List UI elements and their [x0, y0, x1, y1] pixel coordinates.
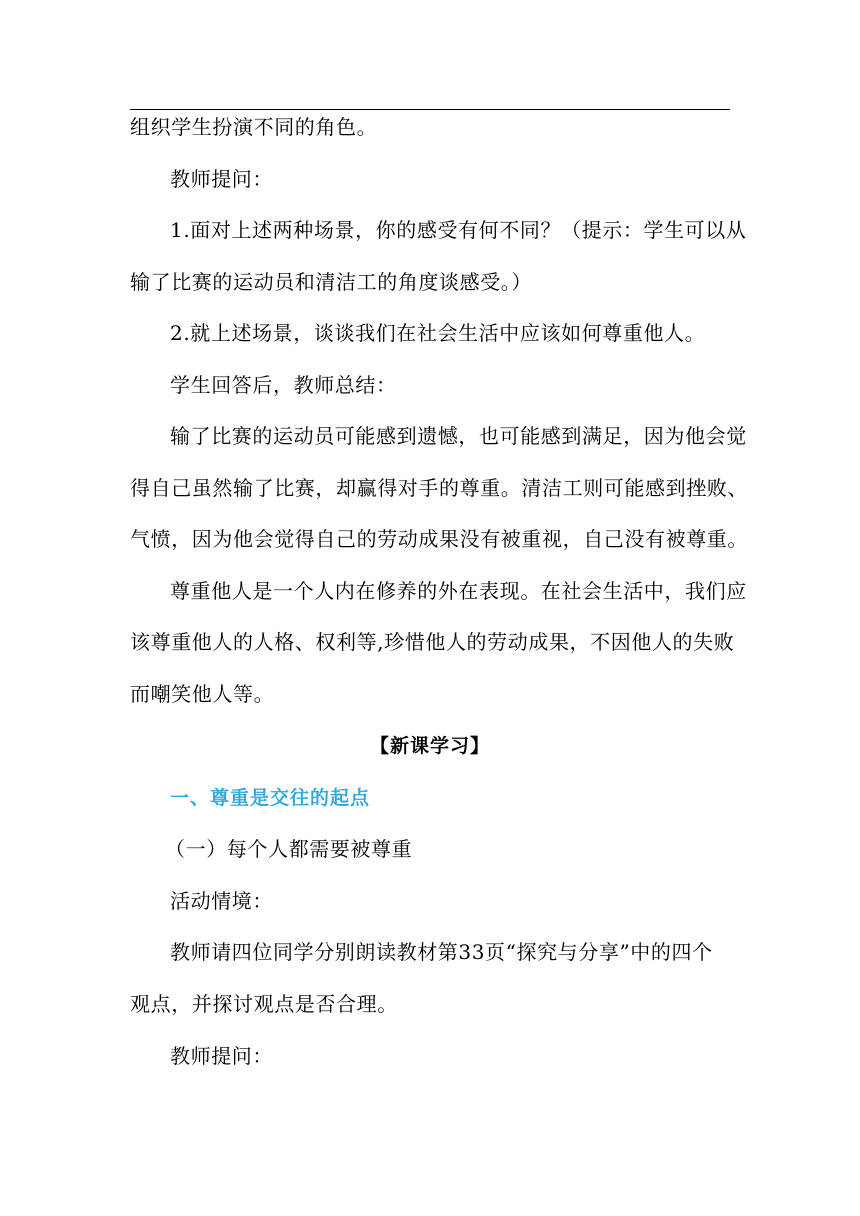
paragraph-line: 该尊重他人的人格、权利等,珍惜他人的劳动成果，不因他人的失败: [130, 630, 735, 654]
paragraph-line: 教师提问：: [170, 1044, 273, 1068]
paragraph-line: 教师提问：: [170, 167, 273, 191]
paragraph-line: 活动情境：: [170, 889, 273, 913]
paragraph-line: 观点，并探讨观点是否合理。: [130, 992, 398, 1016]
paragraph-line: 输了比赛的运动员和清洁工的角度谈感受。）: [130, 270, 532, 294]
paragraph-line: 教师请四位同学分别朗读教材第33页“探究与分享”中的四个: [170, 940, 713, 964]
subsection-heading: （一）每个人都需要被尊重: [165, 837, 413, 861]
paragraph-line: 1.面对上述两种场景，你的感受有何不同？（提示：学生可以从: [170, 218, 747, 242]
paragraph-line: 尊重他人是一个人内在修养的外在表现。在社会生活中，我们应: [170, 579, 747, 603]
header-rule: [130, 109, 730, 110]
section-title: 【新课学习】: [369, 735, 490, 757]
paragraph-line: 得自己虽然输了比赛，却赢得对手的尊重。清洁工则可能感到挫败、: [130, 476, 748, 500]
section-heading: 一、尊重是交往的起点: [170, 787, 371, 809]
paragraph-line: 组织学生扮演不同的角色。: [130, 115, 378, 139]
paragraph-line: 而嘲笑他人等。: [130, 682, 275, 706]
paragraph-line: 2.就上述场景，谈谈我们在社会生活中应该如何尊重他人。: [170, 321, 706, 345]
paragraph-line: 输了比赛的运动员可能感到遗憾，也可能感到满足，因为他会觉: [170, 424, 747, 448]
paragraph-line: 气愤，因为他会觉得自己的劳动成果没有被重视，自己没有被尊重。: [130, 527, 748, 551]
paragraph-line: 学生回答后，教师总结：: [170, 373, 397, 397]
